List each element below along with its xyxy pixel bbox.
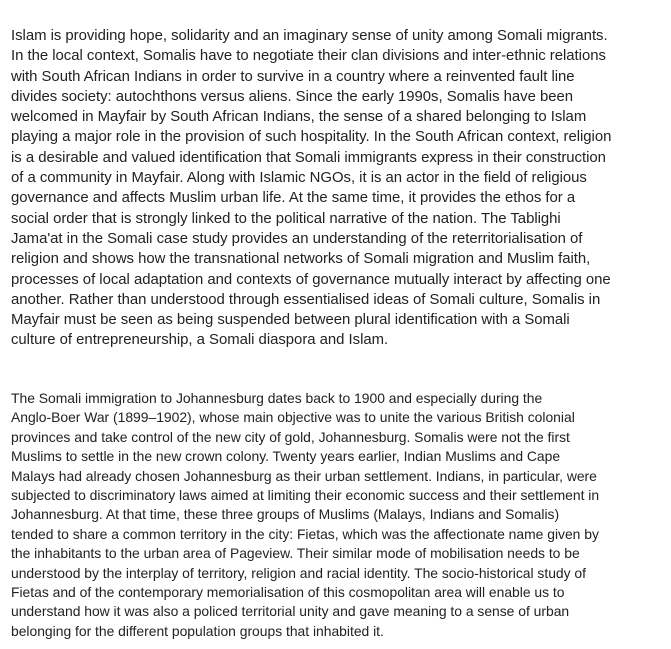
paragraph-somali-islam-mayfair: Islam is providing hope, solidarity and an imaginary sense of unity among Somali migrants. In the local context, Somalis have to negotiate their clan divisions and inter-ethnic relations with South African Indians in order to survive in a country where a reinvented fault line divides society: autochthons versus aliens. Since the early 1990s, Somalis have been welcomed in Mayfair by South African Indians, the sense of a shared belonging to Islam playing a major role in the provision of such hospitality. In the South African context, religion is a desirable and valued identification that Somali immigrants express in their construction of a community in Mayfair. Along with Islamic NGOs, it is an actor in the field of religious governance and affects Muslim urban life. At the same time, it provides the ethos for a social order that is strongly linked to the political narrative of the nation. The Tablighi Jama'at in the Somali case study provides an understanding of the reterritorialisation of religion and shows how the transnational networks of Somali migration and Muslim faith, processes of local adaptation and contexts of governance mutually interact by affecting one another. Rather than understood through essentialised ideas of Somali culture, Somalis in Mayfair must be seen as being suspended between plural identification with a Somali culture of entrepreneurship, a Somali diaspora and Islam. [11,28,612,349]
paragraph-somali-immigration-history: The Somali immigration to Johannesburg dates back to 1900 and especially during the Anglo-Boer War (1899–1902), whose main objective was to unite the various British colonial provinces and take control of the new city of gold, Johannesburg. Somalis were not the first Muslims to settle in the new crown colony. Twenty years earlier, Indian Muslims and Cape Malays had already chosen Johannesburg as their urban settlement. Indians, in particular, were subjected to discriminatory laws aimed at limiting their economic success and their settlement in Johannesburg. At that time, these three groups of Muslims (Malays, Indians and Somalis) tended to share a common territory in the city: Fietas, which was the affectionate name given by the inhabitants to the urban area of Pageview. Their similar mode of mobilisation needs to be understood by the interplay of territory, religion and racial identity. The socio-historical study of Fietas and of the contemporary memorialisation of this cosmopolitan area will enable us to understand how it was also a policed territorial unity and gave meaning to a sense of urban belonging for the different population groups that inhabited it. [11,390,600,639]
